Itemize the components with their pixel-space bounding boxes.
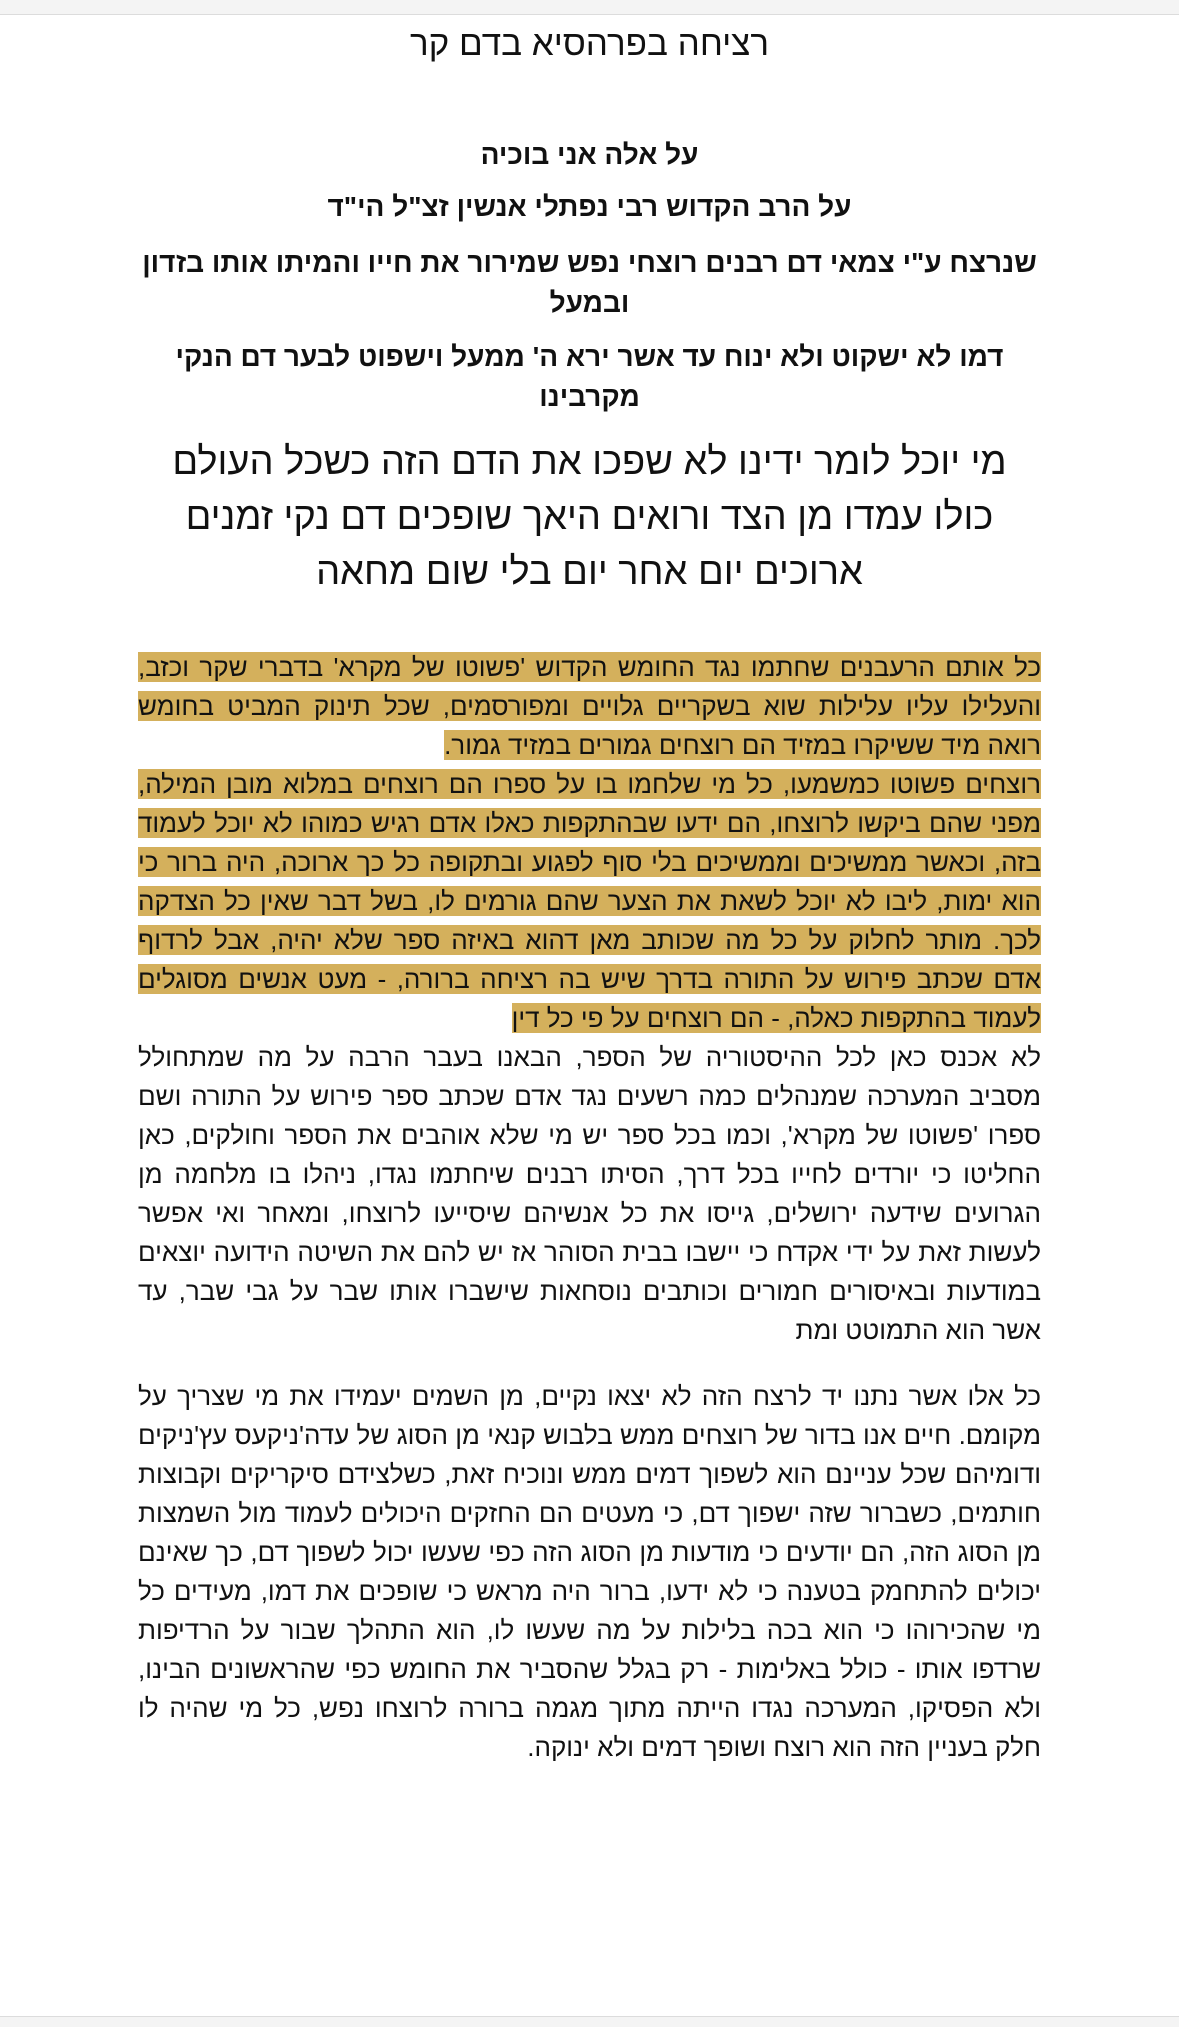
lament-line-4: דמו לא ישקוט ולא ינוח עד אשר ירא ה' ממעל וישפוט לבער דם הנקי מקרבינו — [175, 341, 1004, 412]
viewer-top-bar — [0, 0, 1179, 15]
viewer-bottom-bar — [0, 2016, 1179, 2027]
paragraph-conclusion: כל אלו אשר נתנו יד לרצח הזה לא יצאו נקיים, מן השמים יעמידו את מי שצריך על מקומם. חיים אנו בדור של רוצחים ממש בלבוש קנאי מן הסוג של עדה'ניקעס עץ'ניקים ודומיהם שכל עניינם הוא לשפוך דמים ממש ונוכיח זאת, כשלצידם סיקריקים וקבוצות חותמים, כשברור שזה ישפוך דם, כי מעטים הם החזקים היכולים לעמוד מול השמצות מן הסוג הזה, הם יודעים כי מודעות מן הסוג הזה כפי שעשו יכול לשפוך דם, כך שאינם יכולים להתחמק בטענה כי לא ידעו, ברור היה מראש כי שופכים את דמו, מעידים כל מי שהכירוהו כי הוא בכה בלילות על מה שעשו לו, הוא התהלך שבור על הרדיפות שרדפו אותו - כולל באלימות - רק בגלל שהסביר את החומש כפי שהראשונים הבינו, ולא הפסיקו, המערכה נגדו הייתה מתוך מגמה ברורה לרוצחו נפש, כל מי שהיה לו חלק בעניין הזה הוא רוצח ושופך דמים ולא ינוקה. — [138, 1381, 1041, 1762]
lament-line-1: על אלה אני בוכיה — [480, 139, 699, 170]
paragraph-history: לא אכנס כאן לכל ההיסטוריה של הספר, הבאנו בעבר הרבה על מה שמתחולל מסביב המערכה שמנהלים כמה רשעים נגד אדם שכתב ספר פירוש על התורה ושם ספרו 'פשוטו של מקרא', וכמו בכל ספר יש מי שלא אוהבים את הספר וחולקים, כאן החליטו כי יורדים לחייו בכל דרך, הסיתו רבנים שיחתמו נגדו, ניהלו בו מלחמה מן הגרועים שידעה ירושלים, גייסו את כל אנשיהם שיסייעו לרוצחו, ומאחר ואי אפשר לעשות זאת על ידי אקדח כי יישבו בבית הסוהר אז יש להם את השיטה הידועה יוצאים במודעות ובאיסורים חמורים וכותבים נוסחאות שישברו אותו שבר על גבי שבר, עד אשר הוא התמוטט ומת — [138, 1042, 1041, 1345]
lament-line-2: על הרב הקדוש רבי נפתלי אנשין זצ"ל הי"ד — [327, 191, 852, 222]
highlighted-section — [138, 648, 1041, 1038]
highlight-span-2: רוצחים פשוטו כמשמעו, כל מי שלחמו בו על ספרו הם רוצחים במלוא מובן המילה, מפני שהם ביקשו לרוצחו, הם ידעו שבהתקפות כאלו אדם רגיש כמוהו לא יוכל לעמוד בזה, וכאשר ממשיכים וממשיכים בלי סוף לפגוע ובתקופה כל כך ארוכה, היה ברור כי הוא ימות, ליבו לא יוכל לשאת את הצער שהם גורמים לו, בשל דבר שאין כל הצדקה לכך. מותר לחלוק על כל מה שכותב מאן דהוא באיזה ספר שלא יהיה, אבל לרדוף אדם שכתב פירוש על התורה בדרך שיש בה רציחה ברורה, - מעט אנשים מסוגלים לעמוד בהתקפות כאלה, - הם רוצחים על פי כל דין — [138, 769, 1041, 1033]
paragraph-highlighted-2 — [138, 765, 1041, 1038]
page-title: רציחה בפרהסיא בדם קר — [409, 24, 770, 63]
highlight-span-1: כל אותם הרעבנים שחתמו נגד החומש הקדוש 'פשוטו של מקרא' בדברי שקר וכזב, והעלילו עליו עלילות שוא בשקריים גלויים ומפורסמים, שכל תינוק המביט בחומש רואה מיד ששיקרו במזיד הם רוצחים גמורים במזיד גמור. — [138, 652, 1041, 760]
lament-line-3: שנרצח ע"י צמאי דם רבנים רוצחי נפש שמירור את חייו והמיתו אותו בזדון ובמעל — [142, 247, 1037, 318]
rhetorical-question: מי יוכל לומר ידינו לא שפכו את הדם הזה כשכל העולם כולו עמדו מן הצד ורואים היאך שופכים דם נקי זמנים ארוכים יום אחר יום בלי שום מחאה — [172, 441, 1007, 593]
paragraph-highlighted-1 — [138, 648, 1041, 765]
document-page — [138, 14, 1041, 1767]
